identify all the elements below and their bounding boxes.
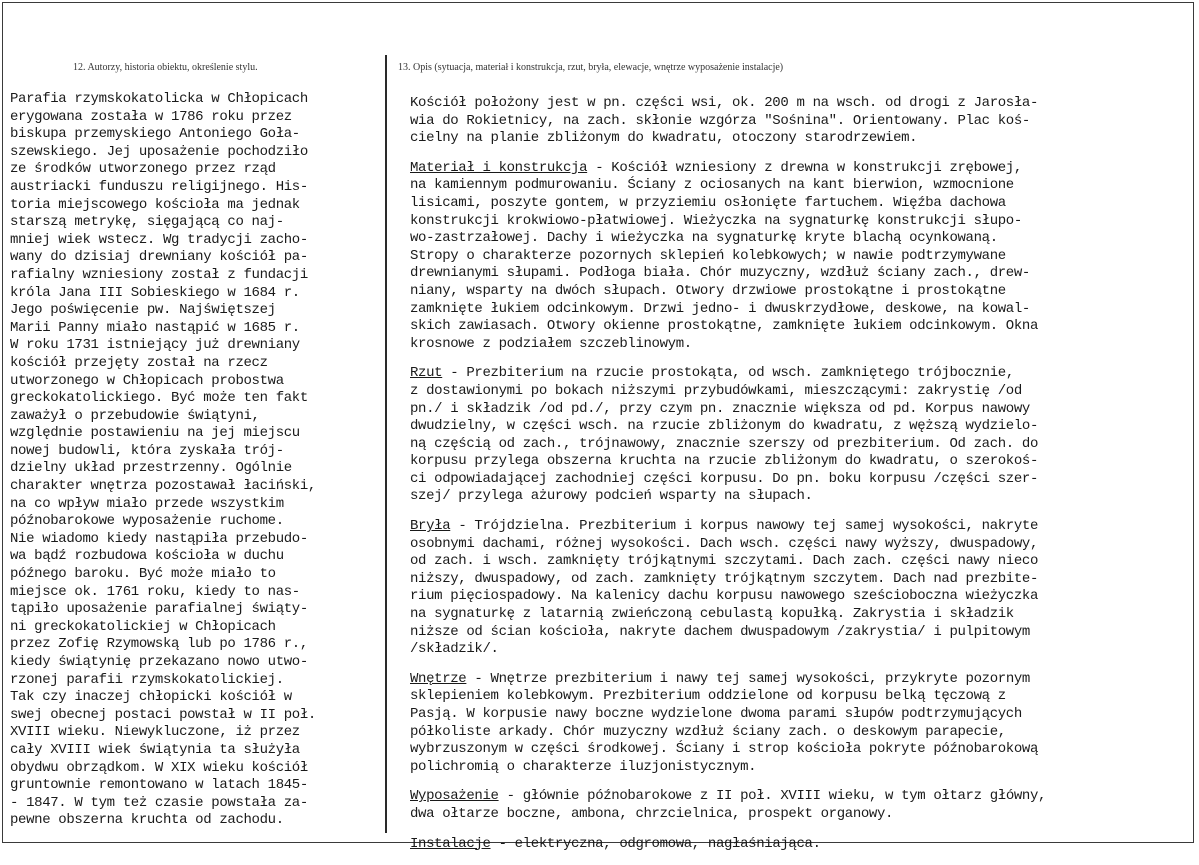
history-line: mniej wiek wstecz. Wg tradycji zacho- — [10, 231, 308, 248]
section-heading: Bryła — [410, 518, 451, 535]
section-line: niższe od ścian kościoła, nakryte dachem dwuspadowym /zakrystia/ i pulpitowym — [410, 623, 1030, 640]
history-line: W roku 1731 istniejący już drewniany — [10, 337, 300, 354]
history-line: tąpiło uposażenie parafialnej świąty- — [10, 601, 308, 618]
section-line: wybrzuszonym w części środkowej. Ściany i strop kościoła pokryte późnobarokową — [410, 741, 1039, 758]
description-section — [410, 836, 1190, 854]
section-line: półkoliste arkady. Chór muzyczny wzdłuż ściany zach. o deskowym parapecie, — [410, 723, 1006, 740]
history-line: biskupa przemyskiego Antoniego Goła- — [10, 126, 300, 143]
section-line: osobnymi dachami, różnej wysokości. Dach wsch. części nawy wyższy, dwuspadowy, — [410, 535, 1039, 552]
history-line: miejsce ok. 1761 roku, kiedy to nas- — [10, 583, 300, 600]
section-heading: Wnętrze — [410, 670, 467, 687]
description-section — [410, 788, 1190, 823]
history-line: cały XVIII wiek świątynia ta służyła — [10, 741, 300, 758]
section-line: polichromią o charakterze iluzjonistycznym. — [410, 758, 757, 775]
section-line: Pasją. W korpusie nawy boczne wydzielone dwoma parami słupów podtrzymujących — [410, 706, 1022, 722]
section-line: od zach. i wsch. zamknięty trójkątnymi szczytami. Dach zach. części nawy nieco — [410, 553, 1039, 570]
section-first-line — [410, 160, 1190, 178]
history-line: dzielny układ przestrzenny. Ogólnie — [10, 460, 292, 477]
history-line: ni greckokatolickiej w Chłopicach — [10, 618, 276, 635]
history-line: późnego baroku. Być może miało to — [10, 566, 276, 583]
history-line: na co wpływ miało przede wszystkim — [10, 495, 284, 512]
section-line: rium pięciospadowy. Na kalenicy dachu korpusu nawowego sześcioboczna wieżyczka — [410, 588, 1039, 605]
history-line: swej obecnej postaci powstał w II poł. — [10, 706, 316, 723]
section-line: drewnianymi słupami. Podłoga biała. Chór muzyczny, wzdłuż ściany zach., drew- — [410, 265, 1030, 282]
section-line: szej/ przylega ażurowy podcień wsparty na słupach. — [410, 488, 813, 505]
section-first-line — [410, 671, 1190, 689]
history-line: wany do dzisiaj drewniany kościół pa- — [10, 249, 308, 266]
history-line: pewne obszerna kruchta od zachodu. — [10, 812, 284, 829]
history-line: erygowana została w 1786 roku przez — [10, 108, 292, 125]
history-line: greckokatolickiego. Być może ten fakt — [10, 390, 308, 407]
section-first-line — [410, 836, 1190, 854]
section-line: z dostawionymi po bokach niższymi przybudówkami, mieszczącymi: zakrystię /od — [410, 382, 1022, 399]
section-line: /składzik/. — [410, 641, 499, 658]
section-line: sklepieniem kolebkowym. Prezbiterium oddzielone od korpusu belką tęczową z — [410, 688, 1006, 705]
section-line-text: - głównie późnobarokowe z II poł. XVIII wieku, w tym ołtarz główny, — [498, 788, 1047, 805]
section-line: wo-zastrzałowej. Dachy i wieżyczka na sygnaturkę kryte blachą ocynkowaną. — [410, 230, 998, 247]
section-line: dwudzielny, w części wsch. na rzucie zbliżonym do kwadratu, z węższą wydzielo- — [410, 418, 1039, 435]
section-line: pn./ i składzik /od pd./, przy czym pn. znacznie większa od pd. Korpus nawowy — [410, 400, 1030, 417]
history-line: Tak czy inaczej chłopicki kościół w — [10, 689, 292, 706]
history-line: względnie postawieniu na jej miejscu — [10, 425, 300, 442]
section-heading: Wyposażenie — [410, 788, 499, 805]
history-line: szewskiego. Jej uposażenie pochodziło — [10, 143, 308, 160]
history-line: toria miejscowego kościoła ma jednak — [10, 196, 300, 213]
section-line: Kościół położony jest w pn. części wsi, ok. 200 m na wsch. od drogi z Jarosła- — [410, 95, 1039, 111]
section-line: ną częścią od zach., trójnawowy, znacznie szerszy od prezbiterium. Od zach. do — [410, 435, 1039, 452]
section-line: ci odpowiadającej zachodniej części korpusu. Do pn. boku korpusu /części szer- — [410, 470, 1039, 487]
section-line: cielny na planie zbliżonym do kwadratu, otoczony starodrzewiem. — [410, 130, 918, 147]
history-line: utworzonego w Chłopicach probostwa — [10, 372, 284, 389]
header-history: 12. Autorzy, historia obiektu, określenie stylu. — [73, 62, 258, 73]
history-line: przez Zofię Rzymowską lub po 1786 r., — [10, 636, 308, 653]
history-line: późnobarokowe wyposażenie ruchome. — [10, 513, 284, 530]
section-line: na sygnaturkę z latarnią zwieńczoną cebulastą kopułką. Zakrystia i składzik — [410, 606, 1014, 623]
description-section — [410, 365, 1190, 506]
history-line: Jego poświęcenie pw. Najświętszej — [10, 302, 276, 319]
section-line: korpusu przylega obszerna kruchta na rzucie zbliżonym do kwadratu, o szerokoś- — [410, 453, 1039, 470]
section-heading: Instalacje — [410, 835, 491, 852]
history-line: obydwu obrządkom. W XIX wieku kościół — [10, 759, 308, 776]
history-line: kościół przejęty został na rzecz — [10, 354, 268, 371]
section-line: niższy, dwuspadowy, od zach. zamknięty trójkątnym szczytem. Dach nad prezbite- — [410, 570, 1039, 587]
section-line: skich zawiasach. Otwory okienne prostokątne, zamknięte łukiem odcinkowym. Okna — [410, 318, 1039, 335]
history-line: Marii Panny miało nastąpić w 1685 r. — [10, 319, 300, 336]
history-line: wa bądź rozbudowa kościoła w duchu — [10, 548, 284, 565]
description-section — [410, 671, 1190, 777]
section-line-text: - elektryczna, odgromowa, nagłaśniająca. — [490, 835, 821, 852]
section-line-text: - Prezbiterium na rzucie prostokąta, od wsch. zamkniętego trójbocznie, — [442, 365, 1014, 382]
history-line: Nie wiadomo kiedy nastąpiła przebudo- — [10, 530, 308, 547]
header-description: 13. Opis (sytuacja, materiał i konstrukcja, rzut, bryła, elewacje, wnętrze wyposażenie instalacje) — [398, 62, 784, 73]
history-line: XVIII wieku. Niewykluczone, iż przez — [10, 724, 300, 741]
history-line: austriacki funduszu religijnego. His- — [10, 178, 308, 195]
description-section — [410, 95, 1190, 148]
section-line: na kamiennym podmurowaniu. Ściany z ociosanych na kant bierwion, wzmocnione — [410, 177, 1014, 194]
description-section — [410, 518, 1190, 659]
history-text — [10, 91, 386, 830]
history-line: rzonej parafii rzymskokatolickiej. — [10, 671, 284, 688]
history-line: charakter wnętrza pozostawał łaciński, — [10, 478, 316, 495]
history-line: rafialny wzniesiony został z fundacji — [10, 266, 308, 283]
section-line: lisicami, poszyte gontem, w przyziemiu osłonięte fartuchem. Więźba dachowa — [410, 194, 1006, 211]
section-heading: Rzut — [410, 365, 443, 382]
section-line: Stropy o charakterze pozornych sklepień kolebkowych; w nawie podtrzymywane — [410, 247, 1006, 264]
section-first-line — [410, 788, 1190, 806]
history-line: zaważył o przebudowie świątyni, — [10, 407, 260, 424]
section-line: dwa ołtarze boczne, ambona, chrzcielnica, prospekt organowy. — [410, 805, 894, 822]
description-text — [410, 95, 1190, 865]
history-line: starszą metrykę, sięgającą co naj- — [10, 214, 284, 231]
history-line: nowej budowli, która zyskała trój- — [10, 442, 284, 459]
section-first-line — [410, 518, 1190, 536]
section-line: krosnowe z podziałem szczeblinowym. — [410, 335, 692, 352]
history-line: ze środków utworzonego przez rząd — [10, 161, 276, 178]
description-section — [410, 160, 1190, 354]
section-line-text: - Kościół wzniesiony z drewna w konstrukcji zrębowej, — [587, 159, 1022, 176]
history-line: - 1847. W tym też czasie powstała za- — [10, 794, 308, 811]
section-line: wia do Rokietnicy, na zach. skłonie wzgórza "Sośnina". Orientowany. Plac koś- — [410, 112, 1030, 129]
history-line: Parafia rzymskokatolicka w Chłopicach — [10, 91, 308, 107]
section-line-text: - Trójdzielna. Prezbiterium i korpus nawowy tej samej wysokości, nakryte — [450, 518, 1039, 535]
section-heading: Materiał i konstrukcja — [410, 159, 588, 176]
section-line-text: - Wnętrze prezbiterium i nawy tej samej wysokości, przykryte pozornym — [466, 670, 1030, 687]
section-first-line — [410, 365, 1190, 383]
history-line: króla Jana III Sobieskiego w 1684 r. — [10, 284, 300, 301]
section-line: niany, wsparty na dwóch słupach. Otwory drzwiowe prostokątne i prostokątne — [410, 282, 1006, 299]
section-line: zamknięte łukiem odcinkowym. Drzwi jedno- i dwuskrzydłowe, deskowe, na kowal- — [410, 300, 1030, 317]
history-line: gruntownie remontowano w latach 1845- — [10, 777, 308, 794]
section-line: konstrukcji krokwiowo-płatwiowej. Wieżyczka na sygnaturkę konstrukcji słupo- — [410, 212, 1022, 229]
history-line: kiedy świątynię przekazano nowo utwo- — [10, 654, 308, 670]
